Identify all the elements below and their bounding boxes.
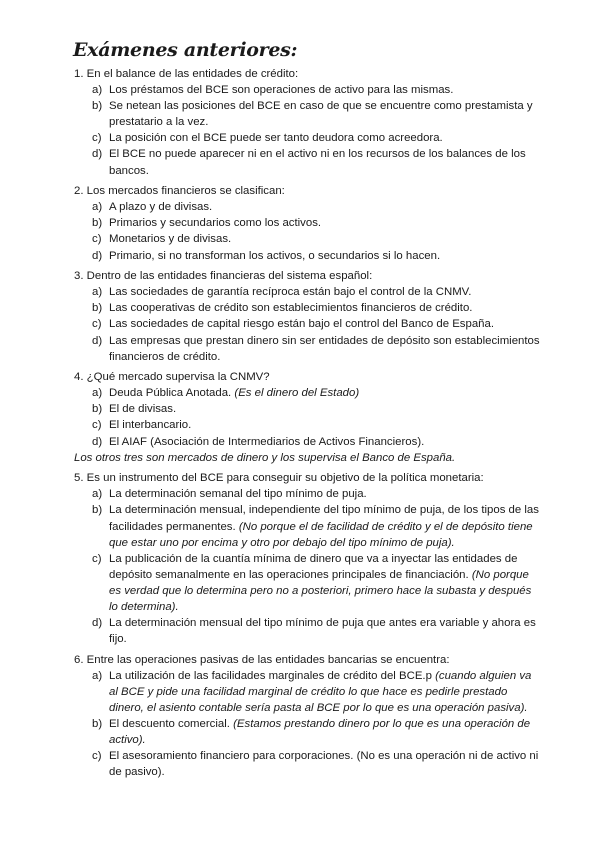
- option-text: La determinación semanal del tipo mínimo de puja.: [109, 488, 367, 501]
- option-text: A plazo y de divisas.: [109, 201, 213, 214]
- option-letter: d): [92, 617, 103, 630]
- option-text: Las sociedades de capital riesgo están bajo el control del Banco de España.: [109, 318, 495, 331]
- option-item: [74, 215, 540, 231]
- option-note: (Estamos prestando dinero por lo que es una operación de activo).: [109, 718, 531, 747]
- option-note: (No porque es verdad que lo determina pero no a posteriori, primero hace la subasta y después lo determina).: [109, 568, 532, 613]
- option-item: [74, 748, 540, 780]
- option-letter: c): [92, 552, 102, 565]
- option-text: La utilización de las facilidades marginales de crédito del BCE.p: [109, 669, 432, 682]
- option-list: [74, 486, 540, 647]
- option-list: [74, 284, 540, 364]
- option-list: [74, 82, 540, 179]
- option-note: (No porque el de facilidad de crédito y el de depósito tiene que estar uno por encima y otro por debajo del tipo mínimo de puja).: [109, 520, 533, 549]
- option-list: [74, 199, 540, 263]
- option-item: [74, 401, 540, 417]
- question-2: [74, 183, 540, 263]
- option-item: [74, 434, 540, 450]
- option-item: [74, 82, 540, 98]
- question-3: [74, 268, 540, 365]
- option-letter: a): [92, 387, 103, 400]
- option-text: Las cooperativas de crédito son establecimientos financieros de crédito.: [109, 302, 473, 315]
- option-text: Las empresas que prestan dinero sin ser entidades de depósito son establecimientos financieros de crédito.: [109, 334, 540, 363]
- option-text: Los préstamos del BCE son operaciones de activo para las mismas.: [109, 84, 454, 97]
- option-text: El descuento comercial.: [109, 718, 230, 731]
- option-item: [74, 130, 540, 146]
- option-item: [74, 385, 540, 401]
- question-6: [74, 652, 540, 781]
- option-letter: c): [92, 233, 102, 246]
- option-letter: b): [92, 100, 103, 113]
- option-text: Deuda Pública Anotada.: [109, 387, 232, 400]
- option-list: [74, 385, 540, 449]
- option-letter: c): [92, 750, 102, 763]
- option-note: (Es el dinero del Estado): [234, 387, 360, 400]
- question-text: 1. En el balance de las entidades de crédito:: [74, 68, 299, 80]
- option-item: [74, 668, 540, 716]
- option-text: Se netean las posiciones del BCE en caso de que se encuentre como prestamista y prestatario a la vez.: [109, 100, 533, 129]
- option-item: [74, 231, 540, 247]
- page-title: Exámenes anteriores:: [73, 39, 298, 61]
- option-letter: d): [92, 148, 103, 161]
- option-item: [74, 146, 540, 178]
- option-letter: b): [92, 403, 103, 416]
- option-letter: a): [92, 84, 103, 97]
- option-letter: a): [92, 488, 103, 501]
- option-text: La determinación mensual del tipo mínimo de puja que antes era variable y ahora es fijo.: [109, 617, 536, 646]
- option-letter: c): [92, 419, 102, 432]
- option-text: La determinación mensual, independiente del tipo mínimo de puja, de los tipos de las facilidades permanentes.: [109, 504, 539, 533]
- question-text: 3. Dentro de las entidades financieras del sistema español:: [74, 270, 373, 283]
- option-letter: d): [92, 249, 103, 262]
- option-item: [74, 333, 540, 365]
- option-item: [74, 199, 540, 215]
- option-text: La posición con el BCE puede ser tanto deudora como acreedora.: [109, 132, 443, 145]
- question-text: 4. ¿Qué mercado supervisa la CNMV?: [74, 371, 270, 384]
- question-text: 6. Entre las operaciones pasivas de las entidades bancarias se encuentra:: [74, 653, 450, 666]
- question-text: 5. Es un instrumento del BCE para conseguir su objetivo de la política monetaria:: [74, 472, 484, 485]
- option-letter: c): [92, 318, 102, 331]
- option-item: [74, 417, 540, 433]
- option-list: [74, 668, 540, 781]
- option-text: Primario, si no transforman los activos, o secundarios si lo hacen.: [109, 249, 441, 262]
- option-note: (cuando alguien va al BCE y pide una facilidad marginal de crédito lo que hace es pedirle prestado dinero, el asiento contable sería pasta al BCE por lo que es una operación pasiva).: [109, 669, 532, 715]
- option-letter: a): [92, 286, 103, 299]
- option-item: [74, 300, 540, 316]
- option-letter: a): [92, 201, 103, 214]
- option-letter: b): [92, 504, 103, 517]
- question-footnote: Los otros tres son mercados de dinero y los supervisa el Banco de España.: [74, 451, 456, 464]
- option-item: [74, 98, 540, 130]
- question-4: [74, 369, 540, 466]
- option-text: El AIAF (Asociación de Intermediarios de Activos Financieros).: [109, 435, 425, 448]
- option-text: El interbancario.: [109, 419, 192, 432]
- option-text: El asesoramiento financiero para corporaciones. (No es una operación ni de activo ni de pasivo).: [109, 750, 539, 779]
- option-text: La publicación de la cuantía mínima de dinero que va a inyectar las entidades de depósito semanalmente en las operaciones principales de financiación.: [109, 552, 518, 581]
- option-letter: b): [92, 718, 103, 731]
- option-item: [74, 316, 540, 332]
- option-letter: b): [92, 302, 103, 315]
- question-list: [74, 66, 540, 781]
- question-text: 2. Los mercados financieros se clasifican:: [74, 185, 285, 198]
- option-letter: c): [92, 132, 102, 145]
- option-text: El BCE no puede aparecer ni en el activo ni en los recursos de los balances de los bancos.: [109, 148, 526, 177]
- option-item: [74, 284, 540, 300]
- option-text: Primarios y secundarios como los activos.: [109, 217, 322, 230]
- option-text: El de divisas.: [109, 403, 177, 416]
- question-1: [74, 66, 540, 179]
- option-item: [74, 615, 540, 647]
- option-text: Las sociedades de garantía recíproca están bajo el control de la CNMV.: [109, 286, 472, 299]
- option-item: [74, 486, 540, 502]
- option-item: [74, 502, 540, 550]
- option-letter: d): [92, 334, 103, 347]
- option-text: Monetarios y de divisas.: [109, 233, 232, 246]
- option-item: [74, 551, 540, 615]
- option-letter: d): [92, 435, 103, 448]
- option-letter: b): [92, 217, 103, 230]
- option-item: [74, 248, 540, 264]
- option-letter: a): [92, 669, 103, 682]
- question-5: [74, 470, 540, 647]
- option-item: [74, 716, 540, 748]
